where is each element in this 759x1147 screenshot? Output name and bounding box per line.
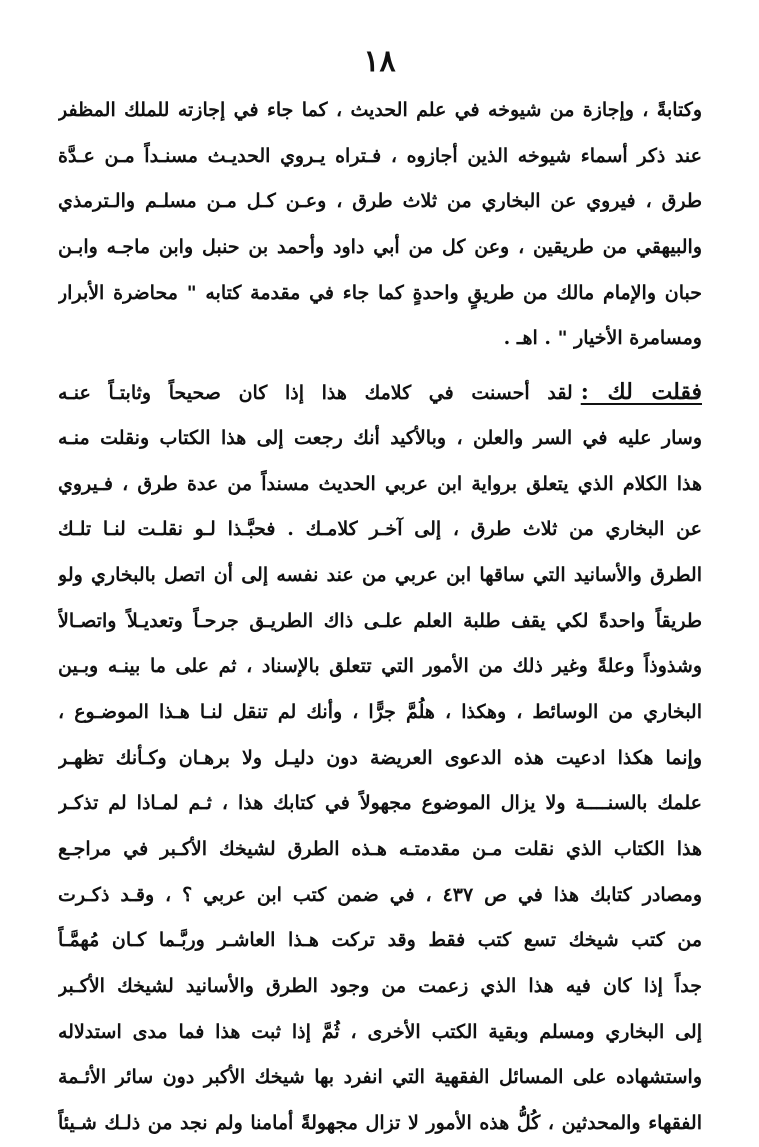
paragraph-gap — [58, 362, 702, 370]
paragraph-response — [58, 370, 702, 1147]
text-line: هذا الكلام الذي يتعلق برواية ابن عربي الحديث مسنداً من عدة طرق ، فـيروي — [58, 472, 702, 495]
text-line: وشذوذاً وعلةً وغير ذلك من الأمور التي تتعلق بالإسناد ، ثم على ما بينـه وبـين — [58, 655, 702, 678]
text-line: وسار عليه في السر والعلن ، وبالأكيد أنك رجعت إلى هذا الكتاب ونقلت منـه — [58, 426, 702, 449]
text-line: عن البخاري من ثلاث طرق ، إلى آخـر كلامـك . فحبَّـذا لـو نقلـت لنـا تلـك — [58, 518, 702, 541]
text-line: البخاري من الوسائط ، وهكذا ، هلُمَّ جرًّا ، وأنك لم تنقل لنـا هـذا الموضـوع ، — [58, 700, 702, 723]
text-line — [58, 370, 702, 416]
text-line: حبان والإمام مالك من طريقٍ واحدةٍ كما جاء في مقدمة كتابه " محاضرة الأبرار — [58, 281, 702, 304]
lead-phrase: فقلت لك : — [580, 379, 702, 406]
text-line: الفقهاء والمحدثين ، كُلُّ هذه الأمور لا تزال مجهولةً أمامنا ولم نجد من ذلـك شـيئاً — [58, 1112, 702, 1135]
first-line-text: لقد أحسنت في كلامك هذا إذا كان صحيحاً وثابتـاً عنـه — [58, 382, 573, 405]
text-body — [58, 88, 702, 1147]
text-line: الطرق والأسانيد التي ساقها ابن عربي من عند نفسه إلى أن اتصل بالبخاري ولو — [58, 563, 702, 586]
text-line: وكتابةً ، وإجازة من شيوخه في علم الحديث ، كما جاء في إجازته للملك المظفر — [58, 99, 702, 121]
text-line: واستشهاده على المسائل الفقهية التي انفرد بها شيخك الأكبر دون سائر الأئـمة — [58, 1066, 702, 1089]
text-line: علمك بالسنــــة ولا يزال الموضوع مجهولاً في كتابك هذا ، ثـم لمـاذا لم تذكـر — [58, 792, 702, 815]
text-line: جداً إذا كان فيه هذا الذي زعمت من وجود الطرق والأسانيد لشيخك الأكـبر — [58, 975, 702, 998]
text-line: والبيهقي من طريقين ، وعن كل من أبي داود وأحمد بن حنبل وابن ماجـه وابـن — [58, 236, 702, 259]
text-line: طريقاً واحدةً لكي يقف طلبة العلم علـى ذاك الطريـق جرحـاً وتعديـلاً واتصـالاً — [58, 609, 702, 632]
text-line: إلى البخاري ومسلم وبقية الكتب الأخرى ، ثُمَّ إذا ثبت هذا فما مدى استدلاله — [58, 1020, 702, 1043]
text-line: ومسامرة الأخيار " . اهـ . — [503, 327, 702, 350]
paragraph-quote — [58, 88, 702, 362]
text-line: وإنما هكذا ادعيت هذه الدعوى العريضة دون دليـل ولا برهـان وكـأنك تظهـر — [58, 746, 702, 769]
text-line: ومصادر كتابك هذا في ص ٤٣٧ ، في ضمن كتب ابن عربي ؟ ، وقـد ذكـرت — [58, 883, 702, 906]
page-number: ١٨ — [363, 44, 396, 79]
text-line: عند ذكر أسماء شيوخه الذين أجازوه ، فـتراه يـروي الحديـث مسنـداً مـن عـدَّة — [58, 144, 702, 167]
text-line: هذا الكتاب الذي نقلت مـن مقدمتـه هـذه الطرق لشيخك الأكـبر في مراجـع — [58, 838, 702, 860]
text-line: طرق ، فيروي عن البخاري من ثلاث طرق ، وعـن كـل مـن مسلـم والـترمذي — [58, 190, 702, 213]
text-line: من كتب شيخك تسع كتب فقط وقد تركت هـذا العاشـر وربَّـما كـان مُهمَّـاً — [58, 929, 702, 952]
